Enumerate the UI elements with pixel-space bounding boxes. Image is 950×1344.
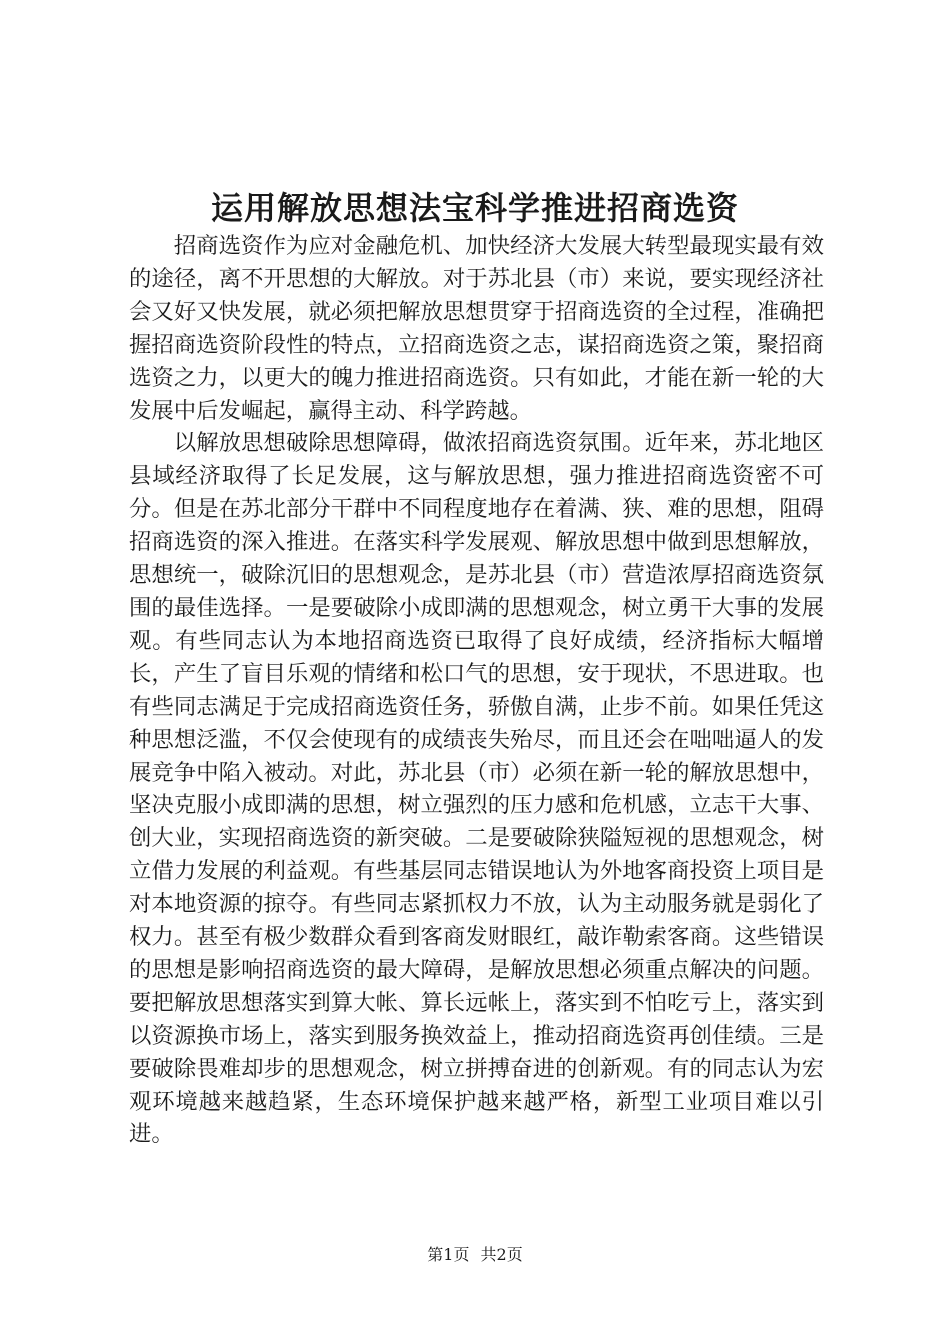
- document-title: 运用解放思想法宝科学推进招商选资: [210, 189, 739, 227]
- paragraph-main: 以解放思想破除思想障碍，做浓招商选资氛围。近年来，苏北地区县域经济取得了长足发展，这与解放思想，强力推进招商选资密不可分。但是在苏北部分干群中不同程度地存在着满、狭、难的思想，阻碍招商选资的深入推进。在落实科学发展观、解放思想中做到思想解放，思想统一，破除沉旧的思想观念，是苏北县（市）营造浓厚招商选资氛围的最佳选择。一是要破除小成即满的思想观念，树立勇干大事的发展观。有些同志认为本地招商选资已取得了良好成绩，经济指标大幅增长，产生了盲目乐观的情绪和松口气的思想，安于现状，不思进取。也有些同志满足于完成招商选资任务，骄傲自满，止步不前。如果任凭这种思想泛滥，不仅会使现有的成绩丧失殆尽，而且还会在咄咄逼人的发展竞争中陷入被动。对此，苏北县（市）必须在新一轮的解放思想中，坚决克服小成即满的思想，树立强烈的压力感和危机感，立志干大事、创大业，实现招商选资的新突破。二是要破除狭隘短视的思想观念，树立借力发展的利益观。有些基层同志错误地认为外地客商投资上项目是对本地资源的掠夺。有些同志紧抓权力不放，认为主动服务就是弱化了权力。甚至有极少数群众看到客商发财眼红，敲诈勒索客商。这些错误的思想是影响招商选资的最大障碍，是解放思想必须重点解决的问题。要把解放思想落实到算大帐、算长远帐上，落实到不怕吃亏上，落实到以资源换市场上，落实到服务换效益上，推动招商选资再创佳绩。三是要破除畏难却步的思想观念，树立拼搏奋进的创新观。有的同志认为宏观环境越来越趋紧，生态环境保护越来越严格，新型工业项目难以引进。: [129, 430, 824, 1148]
- page-footer: [0, 1243, 950, 1267]
- document-body: [129, 230, 824, 1151]
- paragraph-intro: 招商选资作为应对金融危机、加快经济大发展大转型最现实最有效的途径，离不开思想的大解放。对于苏北县（市）来说，要实现经济社会又好又快发展，就必须把解放思想贯穿于招商选资的全过程，准确把握招商选资阶段性的特点，立招商选资之志，谋招商选资之策，聚招商选资之力，以更大的魄力推进招商选资。只有如此，才能在新一轮的大发展中后发崛起，赢得主动、科学跨越。: [129, 233, 824, 424]
- page-number-current: 第1页: [427, 1245, 470, 1264]
- page-number-total: 共2页: [480, 1245, 523, 1264]
